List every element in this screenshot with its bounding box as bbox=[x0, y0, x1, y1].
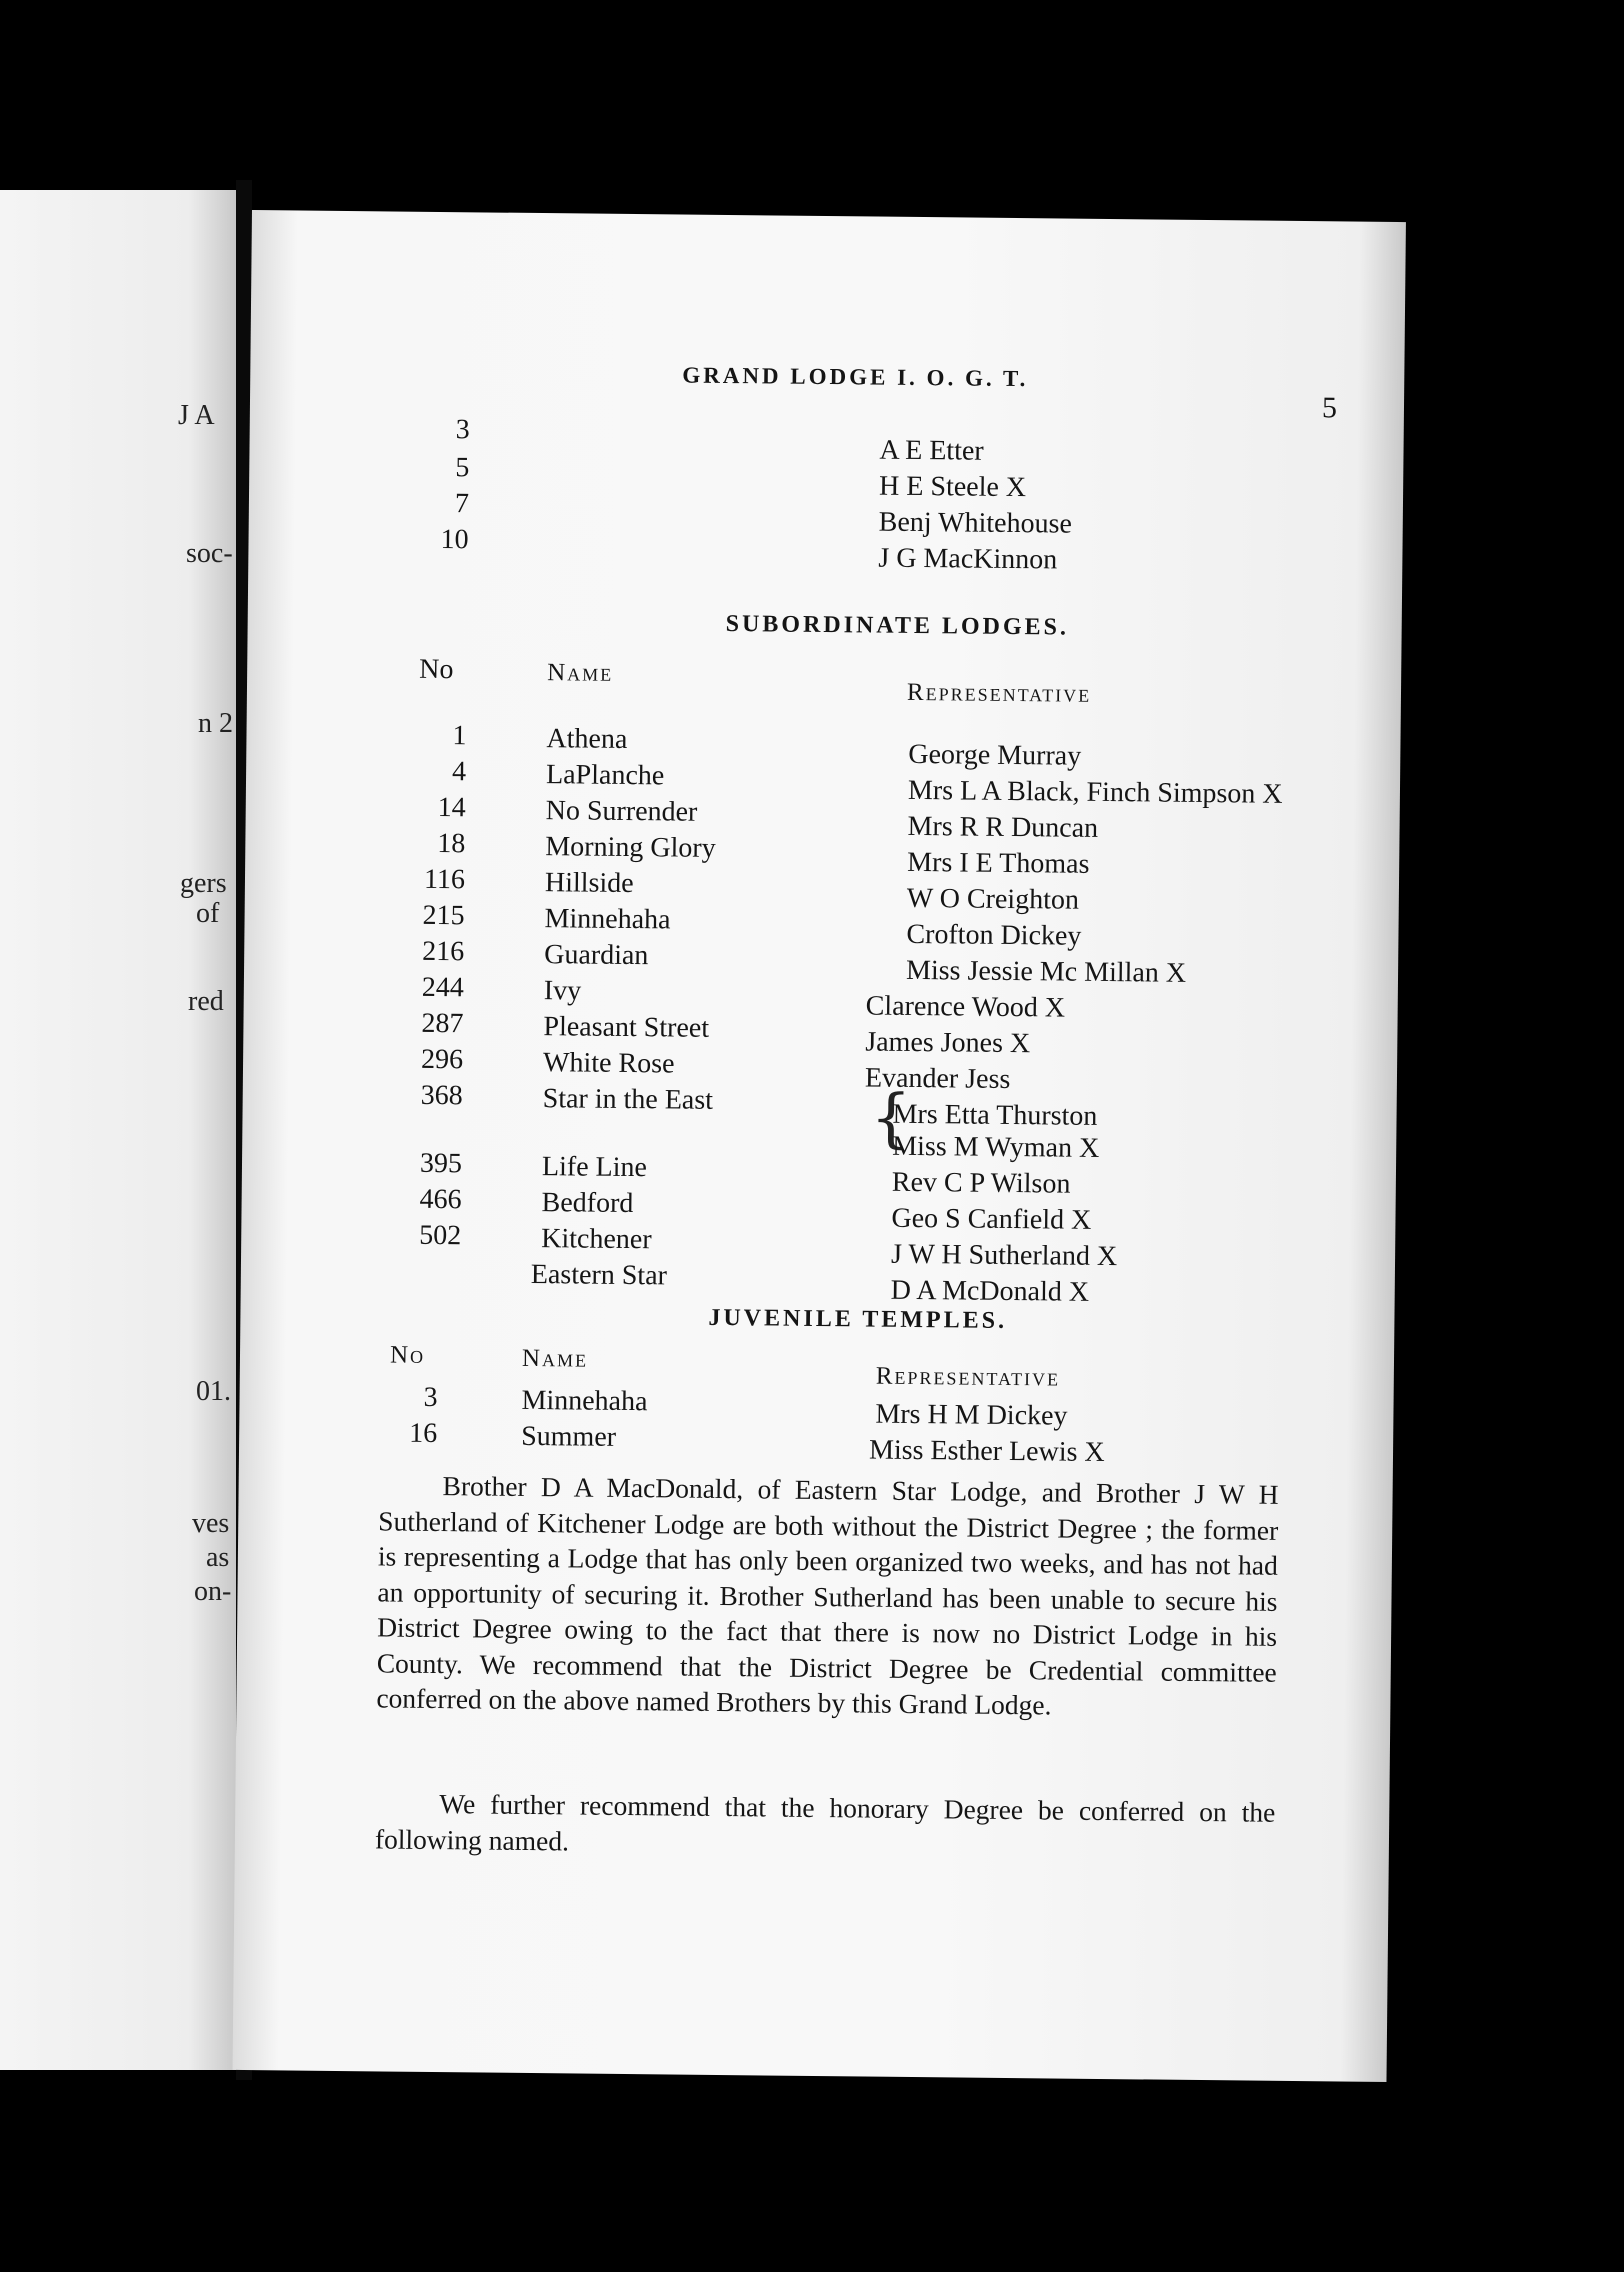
lodge-name: Athena bbox=[546, 723, 628, 755]
lodge-name: Morning Glory bbox=[545, 831, 716, 864]
lodge-representative-second: Miss M Wyman X bbox=[892, 1130, 1100, 1164]
left-fragment: 01. bbox=[196, 1376, 231, 1407]
left-fragment: J A bbox=[178, 400, 215, 431]
temple-name: Summer bbox=[521, 1420, 617, 1453]
lodge-no: 296 bbox=[420, 1043, 464, 1076]
lodge-representative: J W H Sutherland X bbox=[890, 1238, 1118, 1273]
subordinate-col-representative: Representative bbox=[906, 678, 1092, 708]
lodge-no: 466 bbox=[419, 1183, 462, 1216]
lodge-name: Hillside bbox=[544, 867, 634, 900]
juvenile-temples-title: JUVENILE TEMPLES. bbox=[708, 1304, 1008, 1334]
top-list-no: 5 bbox=[455, 452, 470, 484]
page-header-title: GRAND LODGE I. O. G. T. bbox=[682, 362, 1029, 392]
top-list-name: H E Steele X bbox=[878, 470, 1027, 504]
lodge-name: No Surrender bbox=[545, 795, 698, 828]
juvenile-col-representative: Representative bbox=[875, 1362, 1061, 1392]
body-paragraph-text: We further recommend that the honorary Degree be conferred on the following named. bbox=[374, 1788, 1276, 1856]
lodge-no: 215 bbox=[422, 899, 465, 932]
lodge-representative: Miss Jessie Mc Millan X bbox=[905, 954, 1187, 989]
lodge-representative: Crofton Dickey bbox=[906, 918, 1082, 952]
lodge-representative: Clarence Wood X bbox=[865, 990, 1066, 1024]
juvenile-col-name: Name bbox=[521, 1344, 589, 1373]
left-fragment: ves bbox=[192, 1508, 230, 1539]
subordinate-col-name: Name bbox=[547, 659, 614, 687]
top-list-no: 10 bbox=[440, 523, 469, 556]
lodge-no bbox=[401, 1256, 461, 1257]
lodge-representative: Evander Jess bbox=[864, 1062, 1011, 1095]
lodge-no: 395 bbox=[419, 1147, 463, 1180]
lodge-name: White Rose bbox=[542, 1047, 675, 1080]
lodge-representative: James Jones X bbox=[865, 1026, 1031, 1060]
body-paragraph-text: Brother D A MacDonald, of Eastern Star Lodge, and Brother J W H Sutherland of Kitchener Lodge are both without the District Degree ; the former is representing a Lodge that has only been organized two weeks, and has not had an opportunity of securing it. Brother Sutherland has been unable to secure his District Degree owing to the fact that there is now no District Lodge in his County. We recommend that the District Degree be Credential committee conferred on the above named Brothers by this Grand Lodge. bbox=[376, 1470, 1279, 1721]
right-page bbox=[233, 210, 1406, 2082]
temple-representative: Miss Esther Lewis X bbox=[868, 1434, 1105, 1468]
lodge-name: Kitchener bbox=[541, 1223, 652, 1256]
lodge-representative: Geo S Canfield X bbox=[891, 1202, 1092, 1236]
lodge-representative: Mrs Etta Thurston bbox=[892, 1098, 1098, 1132]
left-fragment: of bbox=[196, 898, 220, 929]
temple-no: 3 bbox=[423, 1381, 438, 1414]
lodge-name: LaPlanche bbox=[545, 759, 665, 792]
top-list-no: 7 bbox=[454, 488, 470, 520]
subordinate-col-no: No bbox=[419, 653, 454, 686]
lodge-name: Life Line bbox=[541, 1151, 648, 1184]
left-fragment: as bbox=[206, 1542, 230, 1573]
lodge-name: Star in the East bbox=[542, 1083, 714, 1116]
lodge-representative: George Murray bbox=[908, 738, 1082, 772]
left-page-fragment bbox=[0, 190, 236, 2070]
lodge-name: Minnehaha bbox=[544, 903, 671, 936]
juvenile-col-no: No bbox=[389, 1341, 426, 1369]
lodge-no: 116 bbox=[423, 863, 466, 896]
top-list-name: J G MacKinnon bbox=[878, 542, 1058, 576]
top-list-name: A E Etter bbox=[879, 434, 984, 467]
lodge-name: Guardian bbox=[544, 939, 649, 972]
lodge-representative: Mrs I E Thomas bbox=[907, 846, 1090, 880]
lodge-name: Eastern Star bbox=[530, 1258, 668, 1292]
lodge-no: 4 bbox=[451, 756, 467, 788]
lodge-name: Pleasant Street bbox=[543, 1011, 710, 1044]
left-fragment: n 2 bbox=[198, 708, 233, 739]
left-fragment: on- bbox=[194, 1576, 232, 1607]
left-fragment: gers bbox=[180, 868, 227, 899]
body-paragraph bbox=[375, 1785, 1276, 1865]
lodge-no: 216 bbox=[422, 935, 465, 968]
top-list-name: Benj Whitehouse bbox=[878, 506, 1073, 540]
lodge-no: 368 bbox=[420, 1079, 463, 1112]
body-paragraph bbox=[376, 1467, 1279, 1725]
lodge-no: 287 bbox=[421, 1007, 464, 1040]
lodge-representative: W O Creighton bbox=[906, 882, 1080, 916]
left-fragment: red bbox=[188, 986, 224, 1017]
lodge-name: Ivy bbox=[543, 975, 582, 1007]
lodge-no: 1 bbox=[452, 720, 467, 752]
page-number: 5 bbox=[1321, 391, 1338, 425]
lodge-no: 502 bbox=[419, 1219, 462, 1252]
lodge-representative: Mrs R R Duncan bbox=[907, 810, 1099, 844]
lodge-no: 14 bbox=[437, 791, 466, 824]
subordinate-lodges-title: SUBORDINATE LODGES. bbox=[725, 610, 1070, 641]
lodge-name: Bedford bbox=[541, 1187, 634, 1220]
lodge-representative: Mrs L A Black, Finch Simpson X bbox=[907, 774, 1283, 810]
lodge-no: 244 bbox=[421, 971, 465, 1004]
lodge-no: 18 bbox=[437, 827, 466, 860]
temple-no: 16 bbox=[409, 1417, 438, 1450]
lodge-representative: Rev C P Wilson bbox=[891, 1166, 1071, 1200]
lodge-representative: D A McDonald X bbox=[890, 1274, 1090, 1308]
top-list-no: 3 bbox=[455, 414, 470, 446]
temple-representative: Mrs H M Dickey bbox=[875, 1398, 1068, 1432]
left-fragment: soc- bbox=[186, 538, 233, 569]
temple-name: Minnehaha bbox=[521, 1384, 648, 1418]
brace-icon: { bbox=[870, 1081, 912, 1156]
